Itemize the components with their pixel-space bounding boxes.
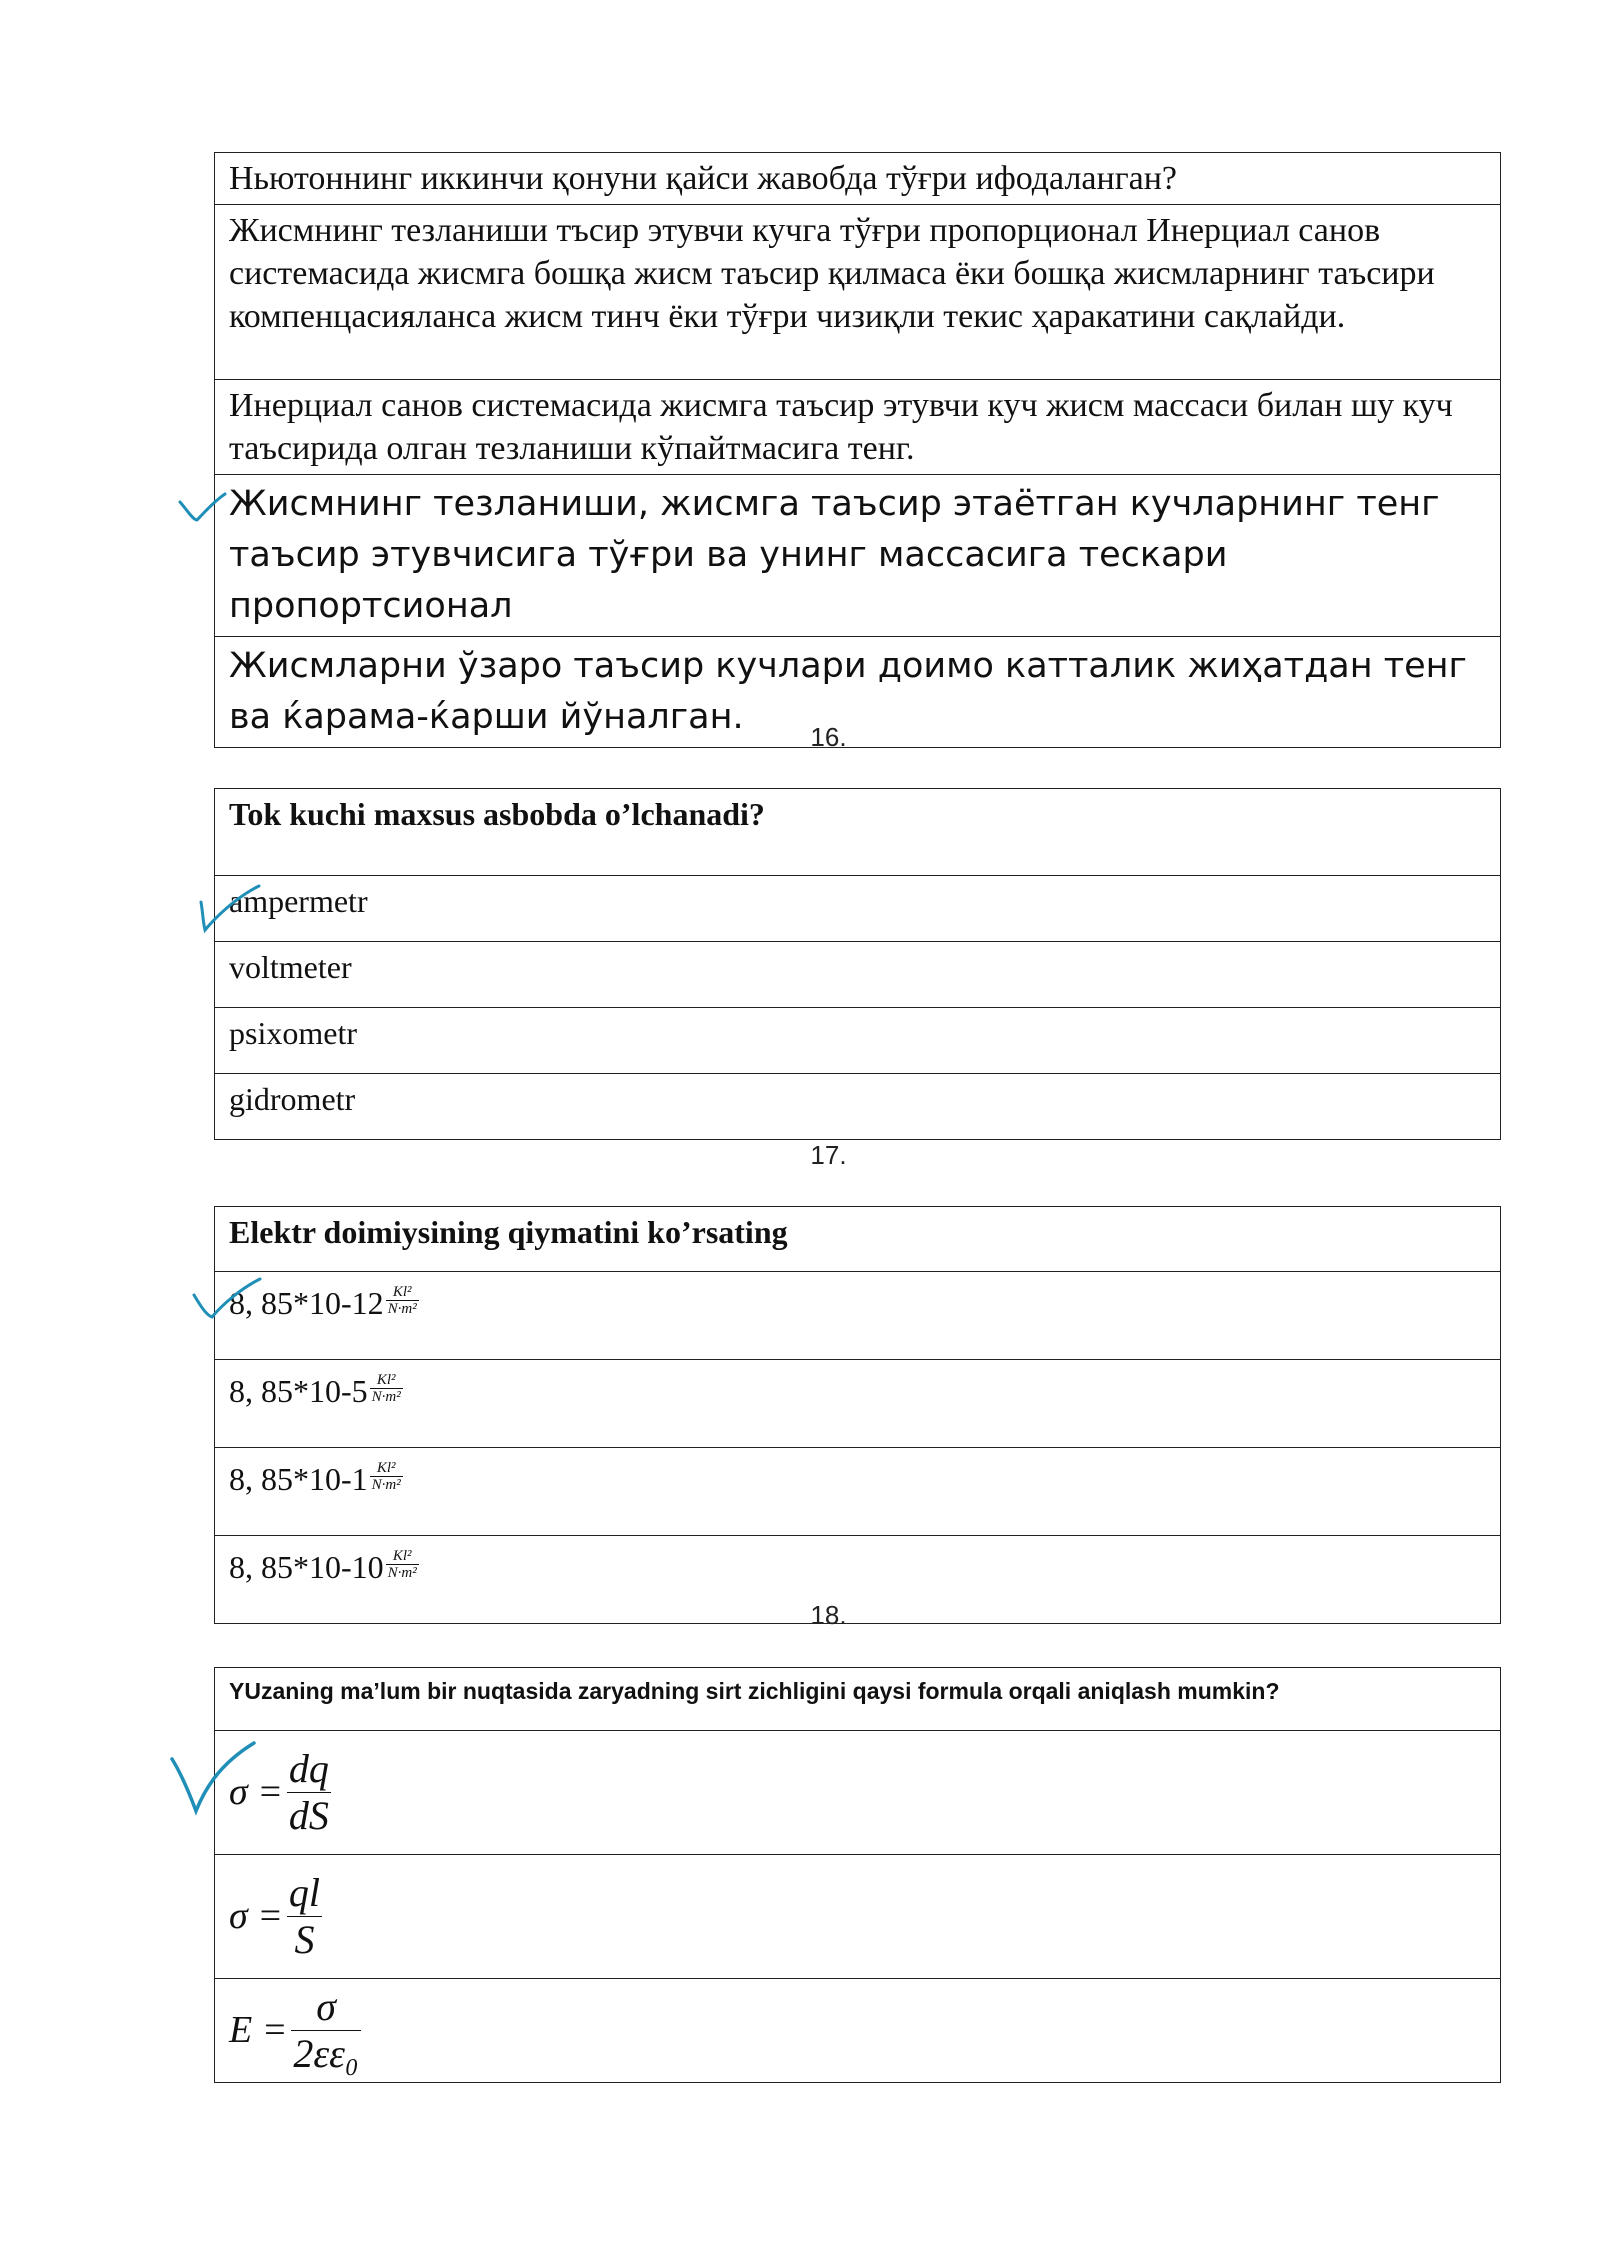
checkmark-icon bbox=[195, 880, 265, 935]
question-17-number: 17. bbox=[810, 1140, 847, 1170]
q15-option-3: Жисмнинг тезланиши, жисмга таъсир этаётган кучларнинг тенг таъсир этувчисига тўғри ва унинг массасига тескари пропортсионал bbox=[215, 475, 1501, 637]
unit-fraction: $\frac{\text{Kl²}}{\text{N·m²}}$ bbox=[371, 1460, 401, 1494]
checkmark-icon bbox=[190, 1275, 265, 1330]
q16-option-4: gidrometr bbox=[215, 1074, 1501, 1140]
q15-option-1: Жисмнинг тезланиши тъсир этувчи кучга тўғри пропорционал Инерциал санов системасида жисмга бошқа жисм таъсир қилмаса ёки бошқа жисмларнинг таъсири компенцасияланса жисм тинч ёки тўғри чизиқли текис ҳаракатини сақлайди. bbox=[215, 205, 1501, 380]
formula-1 bbox=[229, 1735, 1486, 1850]
q17-option-1 bbox=[215, 1272, 1501, 1360]
formula-1-lhs: σ = bbox=[229, 1771, 283, 1813]
q15-option-2: Инерциал санов системасида жисмга таъсир этувчи куч жисм массаси билан шу куч таъсирида олган тезланиши кўпайтмасига тенг. bbox=[215, 380, 1501, 475]
formula-3-lhs: E = bbox=[229, 2009, 288, 2051]
q17-option-4-value: 8, 85*10-10 bbox=[229, 1549, 384, 1585]
formula-2-lhs: σ = bbox=[229, 1895, 283, 1937]
q17-option-3-value: 8, 85*10-1 bbox=[229, 1461, 368, 1497]
checkmark-icon bbox=[175, 490, 235, 540]
q17-option-3 bbox=[215, 1448, 1501, 1536]
question-16-text: Tok kuchi maxsus asbobda o’lchanadi? bbox=[215, 789, 1501, 876]
formula-3-fraction: $\frac{\sigma}{\text{2εε₀}}$ bbox=[293, 1984, 359, 2076]
formula-3 bbox=[229, 1983, 1486, 2078]
formula-2-fraction: $\frac{ql}{S}$ bbox=[288, 1870, 321, 1962]
q15-option-4: Жисмларни ўзаро таъсир кучлари доимо катталик жиҳатдан тенг ва ќарама-ќарши йўналган. bbox=[215, 637, 1501, 748]
q16-option-3: psixometr bbox=[215, 1008, 1501, 1074]
question-15-table bbox=[214, 152, 1501, 748]
q17-option-2 bbox=[215, 1360, 1501, 1448]
question-15-text: Ньютоннинг иккинчи қонуни қайси жавобда тўғри ифодаланган? bbox=[215, 153, 1501, 205]
checkmark-icon bbox=[168, 1735, 263, 1820]
q16-option-1: ampermetr bbox=[215, 876, 1501, 942]
unit-fraction: $\frac{\text{Kl²}}{\text{N·m²}}$ bbox=[387, 1548, 417, 1582]
q17-option-2-value: 8, 85*10-5 bbox=[229, 1373, 368, 1409]
question-16-number: 16. bbox=[810, 722, 847, 752]
question-18-number: 18. bbox=[810, 1600, 847, 1630]
q17-option-1-value: 8, 85*10-12 bbox=[229, 1285, 384, 1321]
formula-2 bbox=[229, 1859, 1486, 1974]
unit-fraction: $\frac{\text{Kl²}}{\text{N·m²}}$ bbox=[371, 1372, 401, 1406]
q18-option-2 bbox=[215, 1855, 1501, 1979]
q18-option-3 bbox=[215, 1979, 1501, 2083]
q18-option-1 bbox=[215, 1731, 1501, 1855]
formula-1-fraction: $\frac{dq}{dS}$ bbox=[288, 1746, 329, 1838]
question-17-table bbox=[214, 1206, 1501, 1624]
q16-option-2: voltmeter bbox=[215, 942, 1501, 1008]
question-18-table bbox=[214, 1667, 1501, 2083]
question-16-table bbox=[214, 788, 1501, 1140]
unit-fraction: $\frac{\text{Kl²}}{\text{N·m²}}$ bbox=[387, 1284, 417, 1318]
question-18-text: YUzaning ma’lum bir nuqtasida zaryadning sirt zichligini qaysi formula orqali aniqlash mumkin? bbox=[215, 1668, 1501, 1731]
question-17-text: Elektr doimiysining qiymatini ko’rsating bbox=[215, 1207, 1501, 1272]
